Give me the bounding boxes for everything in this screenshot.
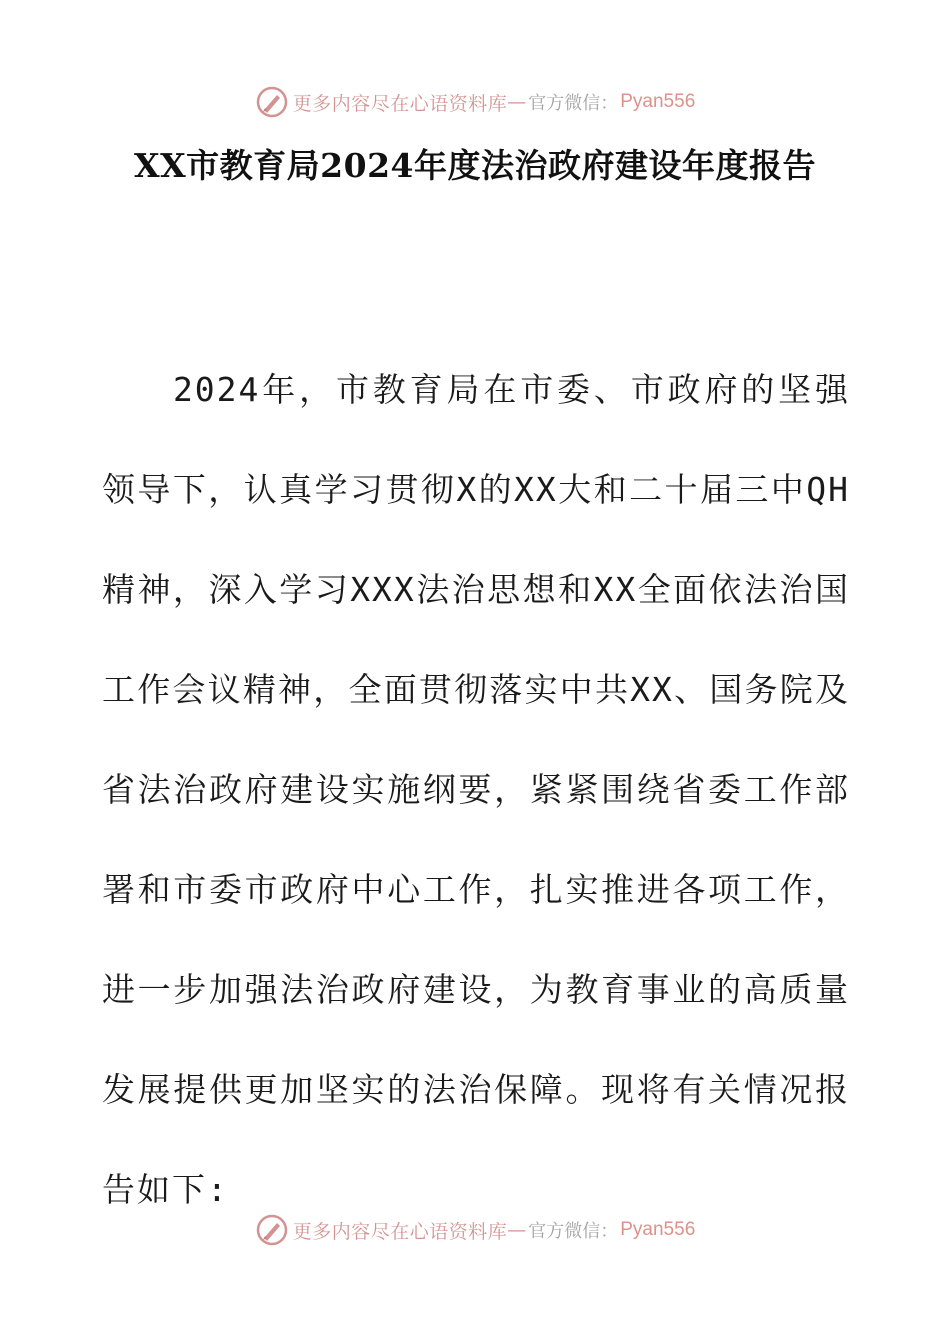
- document-title: XX市教育局2024年度法治政府建设年度报告: [133, 146, 817, 185]
- watermark-header: [0, 82, 950, 122]
- watermark-dash: —: [507, 91, 527, 113]
- watermark-official-label: 官方微信：: [528, 1221, 619, 1242]
- watermark-dash: —: [507, 1219, 527, 1241]
- watermark-wechat-id: Pyan556: [620, 91, 696, 112]
- watermark-site-text: 更多内容尽在心语资料库: [292, 1220, 508, 1243]
- watermark-site-text: 更多内容尽在心语资料库: [292, 92, 508, 115]
- pen-logo-icon: [255, 1213, 289, 1247]
- watermark-wechat-id: Pyan556: [620, 1219, 696, 1240]
- pen-logo-icon: [255, 85, 289, 119]
- watermark-footer: [0, 1210, 950, 1250]
- watermark-official-label: 官方微信：: [528, 93, 619, 114]
- document-paragraph: 2024年，市教育局在市委、市政府的坚强领导下，认真学习贯彻X的XX大和二十届三中QH精神，深入学习XXX法治思想和XX全面依法治国工作会议精神，全面贯彻落实中共XX、国务院及省法治政府建设实施纲要，紧紧围绕省委工作部署和市委市政府中心工作，扎实推进各项工作，进一步加强法治政府建设，为教育事业的高质量发展提供更加坚实的法治保障。现将有关情况报告如下:: [102, 370, 850, 1209]
